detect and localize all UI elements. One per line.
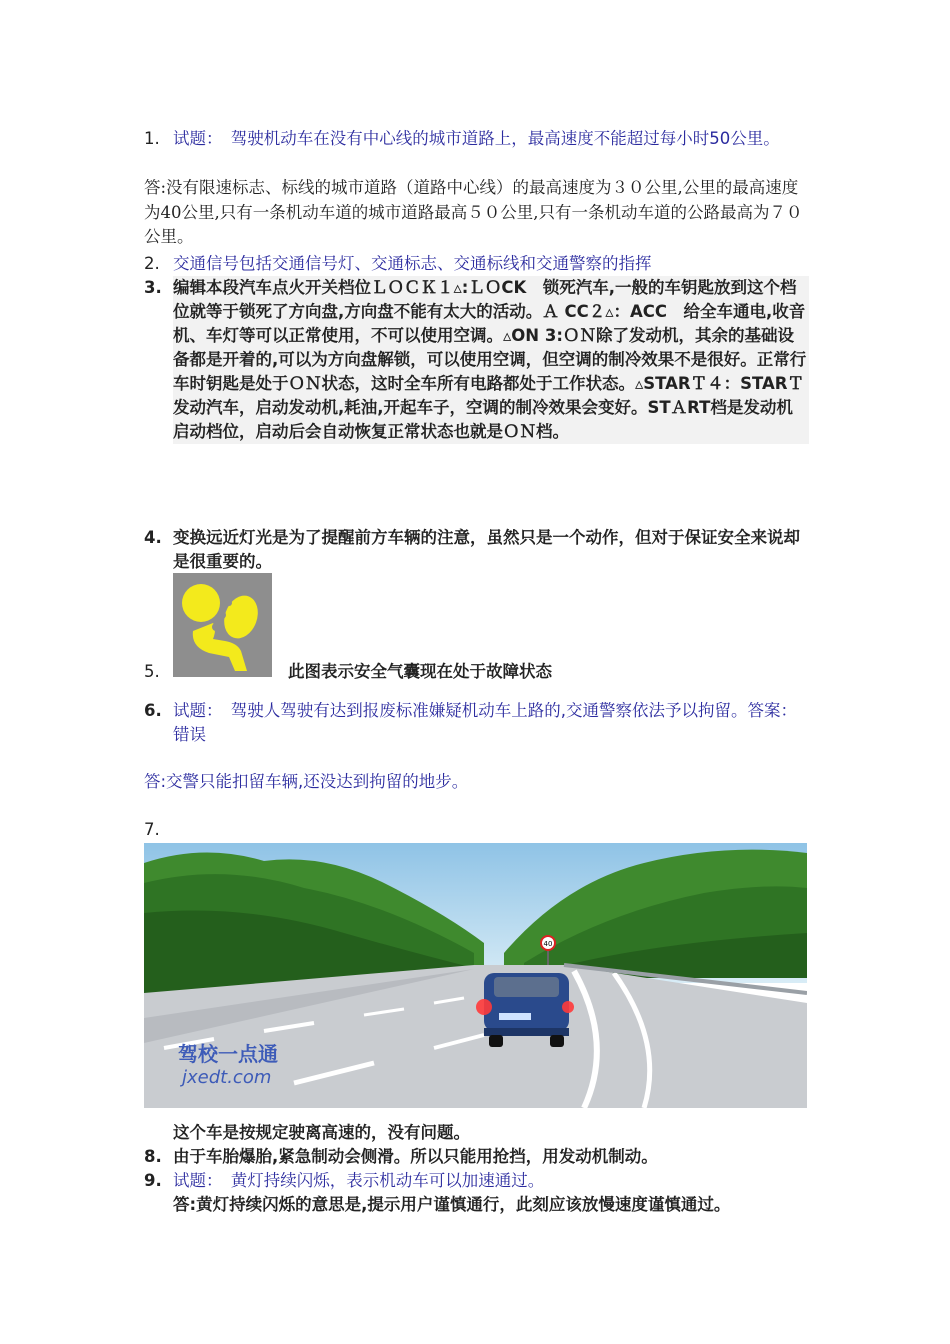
q7-caption: 这个车是按规定驶离高速的，没有问题。 [173,1123,470,1142]
q1-question [173,127,809,151]
q6-question [173,699,809,747]
q3-text: 编辑本段汽车点火开关档位ＬＯＣＫ１▵:ＬＯCK 锁死汽车,一般的车钥匙放到这个档位就等于锁死了方向盘,方向盘不能有太大的活动。Ａ CC２▵：ACC 给全车通电,收音机、车灯等可以正常使用，不可以使用空调。▵ON 3:ＯＮ除了发动机，其余的基础设备都是开着的,可以为方向盘解锁，可以使用空调，但空调的制冷效果不是很好。正常行车时钥匙是处于ＯＮ状态，这时全车所有电路都处于工作状态。▵STARＴ４：STARＴ发动汽车，启动发动机,耗油,开起车子，空调的制冷效果会变好。STＡRT档是发动机启动档位，启动后会自动恢复正常状态也就是ＯＮ档。 [173,276,809,444]
q1-answer: 答:没有限速标志、标线的城市道路（道路中心线）的最高速度为３０公里,公里的最高速度为40公里,只有一条机动车道的城市道路最高５０公里,只有一条机动车道的公路最高为７０公里。 [144,178,803,246]
q9-prefix: 试题： [173,1171,215,1190]
q6-number: 6. [144,701,162,720]
q8-number: 8. [144,1147,162,1166]
q4-number: 4. [144,528,162,547]
q3-number: 3. [144,278,162,297]
speed-sign-label: 40 [543,940,553,948]
q6-text: 驾驶人驾驶有达到报废标准嫌疑机动车上路的,交通警察依法予以拘留。答案：错误 [173,701,797,744]
q1-text: 驾驶机动车在没有中心线的城市道路上，最高速度不能超过每小时50公里。 [230,129,780,148]
q6-answer: 答:交警只能扣留车辆,还没达到拘留的地步。 [144,772,469,791]
q9-question [173,1169,809,1193]
q2-number: 2. [144,254,160,273]
watermark-cn: 驾校一点通 [178,1042,278,1066]
q5-number: 5. [144,662,160,681]
q9-answer: 答:黄灯持续闪烁的意思是,提示用户谨慎通行，此刻应该放慢速度谨慎通过。 [173,1195,731,1214]
airbag-warning-icon [173,573,272,677]
q7-number: 7. [144,820,160,839]
watermark-en: jxedt.com [182,1067,272,1088]
q9-text: 黄灯持续闪烁，表示机动车可以加速通过。 [230,1171,545,1190]
q5-text: 此图表示安全气囊现在处于故障状态 [288,662,552,681]
q6-prefix: 试题： [173,701,215,720]
q2-text: 交通信号包括交通信号灯、交通标志、交通标线和交通警察的指挥 [173,254,652,273]
q9-number: 9. [144,1171,162,1190]
q1-prefix: 试题： [173,129,215,148]
highway-exit-photo [144,843,807,1108]
q4-text: 变换远近灯光是为了提醒前方车辆的注意，虽然只是一个动作，但对于保证安全来说却是很重要的。 [173,528,800,571]
q1-number: 1. [144,129,160,148]
q8-text: 由于车胎爆胎,紧急制动会侧滑。所以只能用抢挡，用发动机制动。 [173,1147,658,1166]
